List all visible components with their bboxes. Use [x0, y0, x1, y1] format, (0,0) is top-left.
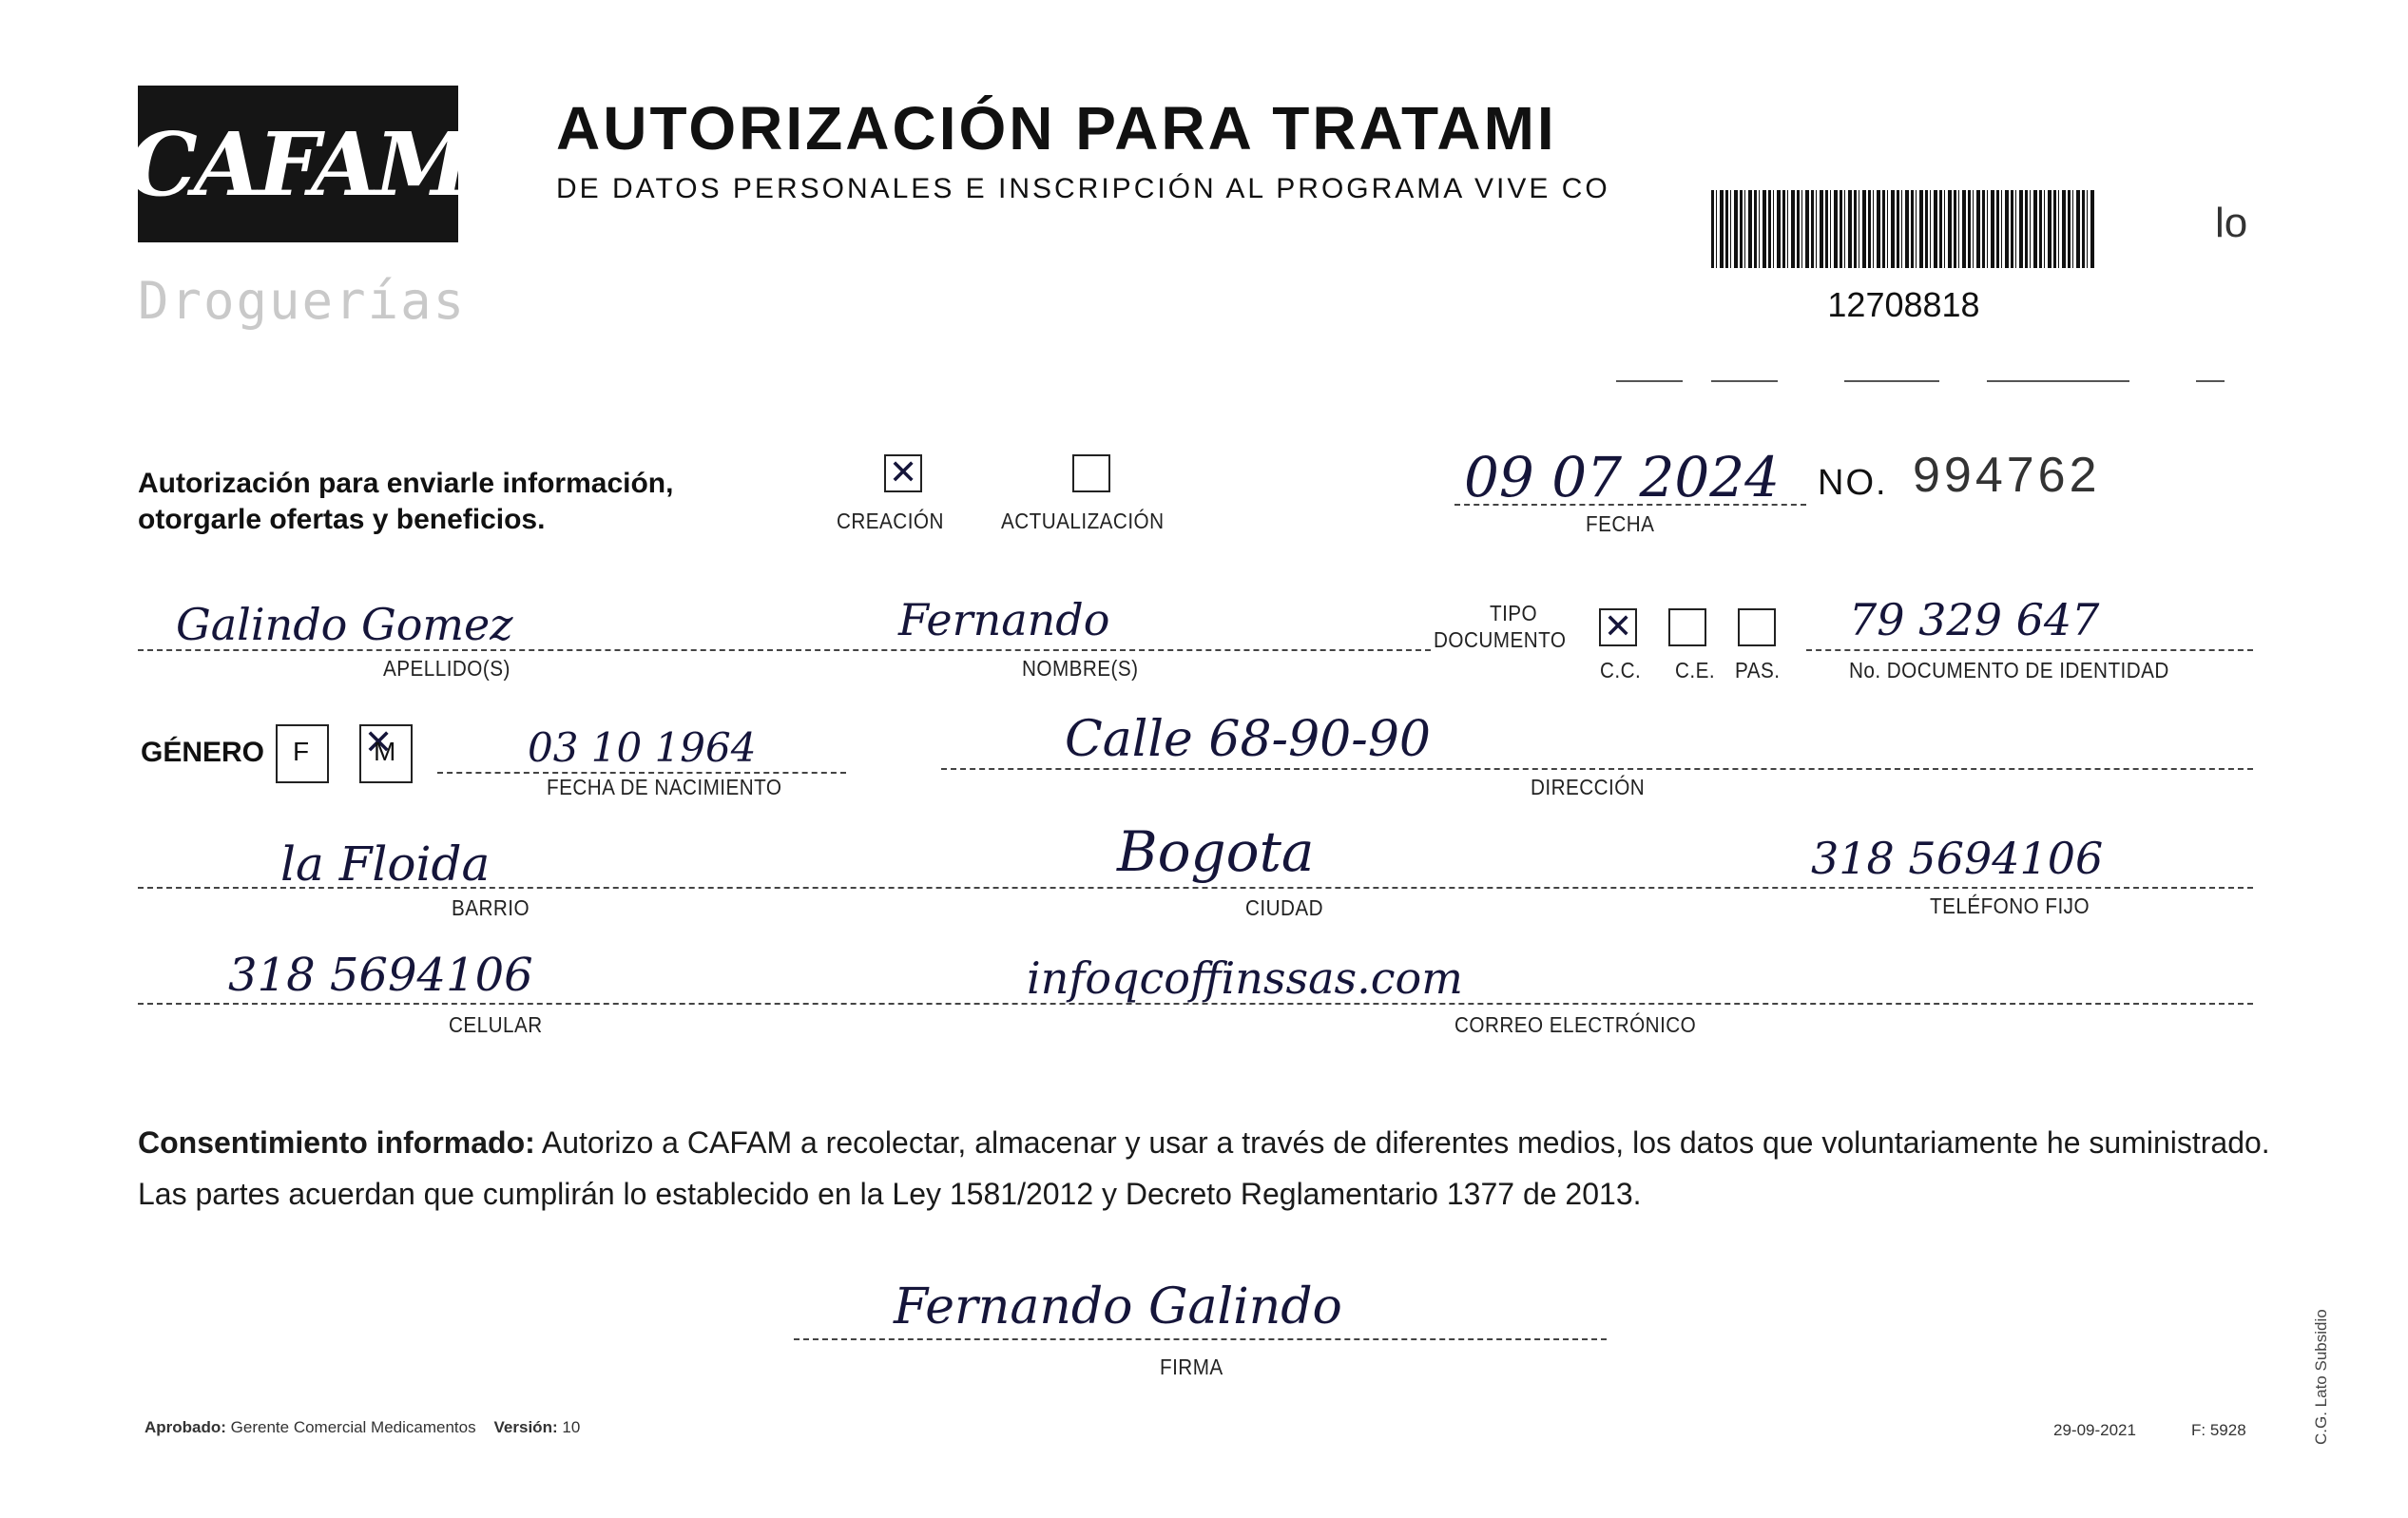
divider: [1616, 380, 1683, 382]
form-title: AUTORIZACIÓN PARA TRATAMI: [556, 94, 1557, 163]
direccion-value[interactable]: Calle 68-90-90: [1065, 711, 1431, 768]
aprobado-label: Aprobado:: [144, 1418, 226, 1436]
barrio-label: BARRIO: [452, 895, 530, 920]
aprobado-value: Gerente Comercial Medicamentos: [230, 1418, 476, 1436]
documento-value[interactable]: 79 329 647: [1849, 594, 2100, 645]
genero-label: GÉNERO: [141, 737, 265, 768]
nacimiento-value[interactable]: 03 10 1964: [528, 724, 757, 771]
version-label: Versión:: [493, 1418, 558, 1436]
genero-m-label: M: [374, 737, 396, 766]
cc-label: C.C.: [1600, 658, 1642, 682]
actualizacion-checkbox[interactable]: [1072, 454, 1110, 492]
nombre-label: NOMBRE(S): [1022, 656, 1139, 681]
consent-line1: [138, 1117, 2270, 1168]
barcode-number: 12708818: [1827, 285, 1980, 324]
fecha-value[interactable]: 09 07 2024: [1464, 445, 1781, 509]
signature-line: [794, 1338, 1607, 1340]
divider: [2196, 380, 2225, 382]
telefono-value[interactable]: 318 5694106: [1811, 833, 2104, 884]
actualizacion-label: ACTUALIZACIÓN: [1001, 509, 1165, 533]
tipo-label: TIPO: [1490, 601, 1538, 625]
genero-f-label: F: [293, 737, 310, 766]
documento-label: No. DOCUMENTO DE IDENTIDAD: [1849, 658, 2169, 682]
celular-value[interactable]: 318 5694106: [228, 949, 533, 1002]
direccion-line: [941, 768, 2253, 770]
ciudad-value[interactable]: Bogota: [1117, 819, 1315, 884]
pas-label: PAS.: [1735, 658, 1781, 682]
consent-heading: Consentimiento informado:: [138, 1125, 535, 1160]
nombre-value[interactable]: Fernando: [898, 594, 1110, 645]
version-value: 10: [562, 1418, 581, 1436]
correo-label: CORREO ELECTRÓNICO: [1454, 1012, 1697, 1037]
form-subtitle: DE DATOS PERSONALES E INSCRIPCIÓN AL PROGRAMA VIVE CO: [556, 173, 1610, 204]
creacion-label: CREACIÓN: [837, 509, 944, 533]
direccion-label: DIRECCIÓN: [1531, 775, 1646, 799]
pas-checkbox[interactable]: [1738, 608, 1776, 646]
nacimiento-label: FECHA DE NACIMIENTO: [547, 775, 782, 799]
ce-label: C.E.: [1675, 658, 1716, 682]
logo-brand: CAFAM: [127, 112, 469, 216]
corner-mark: lo: [2215, 200, 2248, 246]
footer-date: 29-09-2021: [2053, 1421, 2136, 1439]
footer-approved: [144, 1418, 580, 1437]
divider: [1987, 380, 2129, 382]
signature-label: FIRMA: [1160, 1355, 1223, 1379]
ce-checkbox[interactable]: [1668, 608, 1706, 646]
barrio-value[interactable]: la Floida: [280, 836, 491, 892]
footer-code: F: 5928: [2191, 1421, 2246, 1439]
telefono-label: TELÉFONO FIJO: [1930, 894, 2090, 918]
creacion-checkbox[interactable]: [884, 454, 922, 492]
documento-line: [1806, 649, 2253, 651]
auth-heading-line2: otorgarle ofertas y beneficios.: [138, 504, 546, 535]
barcode: [1711, 190, 2096, 268]
apellido-label: APELLIDO(S): [383, 656, 510, 681]
consent-text1: Autorizo a CAFAM a recolectar, almacenar y usar a través de diferentes medios, los datos que voluntariamente he suministrado.: [534, 1125, 2270, 1160]
documento-tipo-label: DOCUMENTO: [1434, 627, 1567, 652]
fecha-label: FECHA: [1586, 511, 1655, 536]
ciudad-label: CIUDAD: [1245, 895, 1324, 920]
apellido-value[interactable]: Galindo Gomez: [176, 599, 513, 650]
nacimiento-line: [437, 772, 846, 774]
form-number: 994762: [1913, 448, 2101, 503]
footer-vertical-text: C.G. Lato Subsidio: [2312, 1309, 2330, 1445]
signature-value[interactable]: Fernando Galindo: [894, 1278, 1342, 1335]
divider: [1844, 380, 1939, 382]
auth-heading-line1: Autorización para enviarle información,: [138, 468, 674, 499]
consent-text2: Las partes acuerdan que cumplirán lo establecido en la Ley 1581/2012 y Decreto Reglamentario 1377 de 2013.: [138, 1177, 1642, 1211]
logo-subtitle: Droguerías: [138, 271, 467, 331]
divider: [1711, 380, 1778, 382]
cafam-logo: [127, 86, 469, 242]
fecha-line: [1454, 504, 1806, 506]
no-label: NO.: [1818, 463, 1888, 503]
correo-value[interactable]: infoqcoffinssas.com: [1027, 952, 1463, 1004]
celular-label: CELULAR: [449, 1012, 543, 1037]
cc-checkbox[interactable]: [1599, 608, 1637, 646]
